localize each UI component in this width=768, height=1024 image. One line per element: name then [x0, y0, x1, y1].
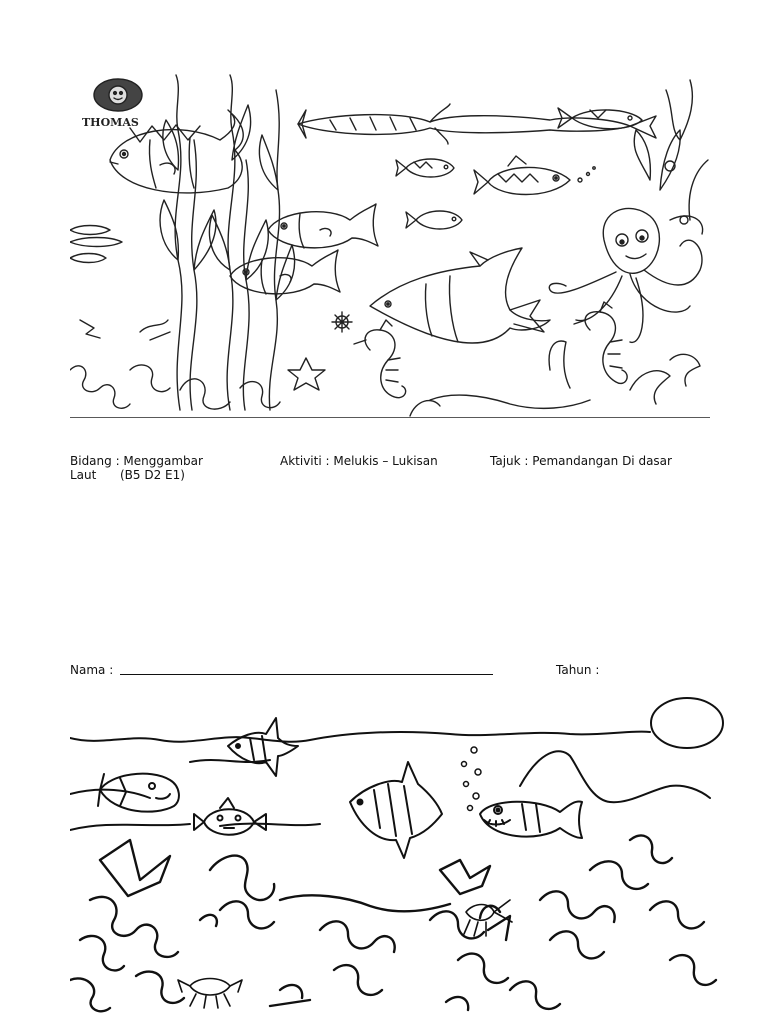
- fish-middle-left: [268, 204, 378, 248]
- sun: [651, 698, 723, 748]
- seahorse-center: [354, 320, 406, 398]
- water-surface-wave: [70, 732, 650, 742]
- thomas-logo: [82, 79, 142, 129]
- starfish: [288, 358, 325, 390]
- wave-line-4: [520, 751, 710, 802]
- angelfish-center: [370, 248, 550, 343]
- curriculum-code: (B5 D2 E1): [120, 468, 185, 482]
- nama-label: Nama :: [70, 663, 114, 677]
- rainbow-fish: [396, 156, 595, 229]
- sea-urchin: [332, 312, 352, 332]
- angelfish-small: [228, 718, 298, 776]
- underwater-scene-top-picture: [70, 70, 710, 418]
- angelfish-large: [350, 762, 442, 858]
- crab: [178, 979, 242, 1009]
- fish-lower-left: [230, 250, 340, 294]
- nama-blank-line[interactable]: [120, 663, 493, 675]
- aktiviti-label: Aktiviti : Melukis – Lukisan: [280, 454, 438, 468]
- wave-line-2: [190, 760, 270, 762]
- small-fish-school-left: [70, 226, 122, 263]
- coral-top-right: [634, 80, 708, 224]
- thomas-logo-text: THOMAS: [82, 116, 139, 129]
- seabed-corals-bottom: [70, 835, 716, 1011]
- bidang-label: Bidang : Menggambar: [70, 454, 203, 468]
- tajuk-label: Tajuk : Pemandangan Di dasar: [490, 454, 672, 468]
- seahorse-right: [574, 302, 627, 383]
- seaweed-left: [160, 75, 295, 410]
- tajuk-continuation: Laut: [70, 468, 97, 482]
- fish-left: [98, 774, 179, 812]
- octopus: [549, 208, 702, 342]
- wave-line-6: [220, 824, 320, 826]
- tahun-label: Tahun :: [556, 663, 600, 677]
- puffer-fish: [194, 798, 266, 835]
- wave-line-3: [70, 790, 150, 798]
- fish-grinning-right: [480, 801, 582, 838]
- underwater-scene-bottom-picture: [70, 690, 730, 1024]
- bubbles: [462, 747, 482, 811]
- wave-line-5: [70, 824, 190, 830]
